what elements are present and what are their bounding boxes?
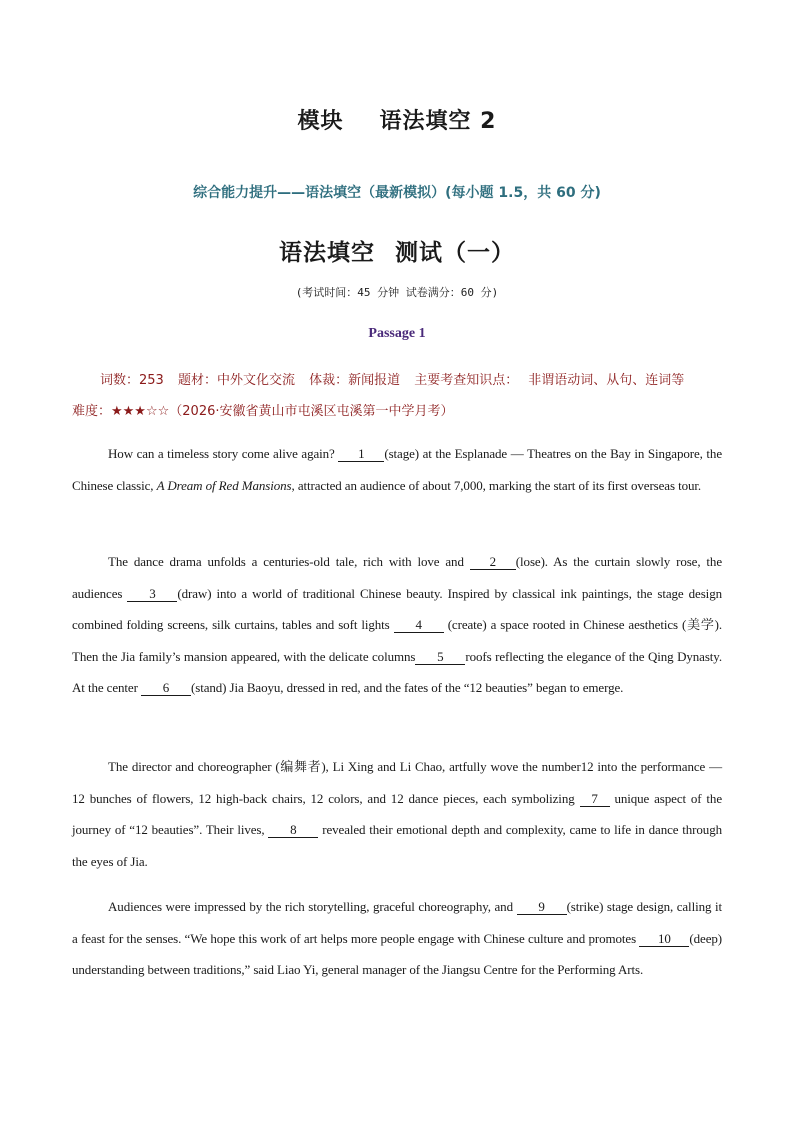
paragraph-4 [72, 891, 722, 986]
test-title [0, 234, 794, 267]
test-title-right: 测试（一） [395, 240, 515, 266]
blank-4: 4 [394, 617, 444, 633]
blank-7: 7 [580, 791, 610, 807]
section-subtitle: 综合能力提升——语法填空（最新模拟）(每小题 1.5，共 60 分) [193, 185, 601, 201]
text: (strike) stage design, calling it a feast for the senses. “We hope this work of art helps more people engage with Chinese culture and promotes [72, 899, 722, 946]
text: revealed their emotional depth and complexity, came to life in dance through the eyes of Jia. [72, 822, 723, 869]
blank-9: 9 [517, 899, 567, 915]
exam-info: (考试时间：45 分钟 试卷满分：60 分) [295, 286, 499, 299]
text: The director and choreographer (编舞者), Li Xing and Li Chao, artfully wove the number12 into the performance — 12 bunches of flowers, 12 high-back chairs, 12 colors, and 12 dance pieces, each symbolizing [72, 759, 722, 806]
difficulty: 难度：★★★☆☆（2026·安徽省黄山市屯溪区屯溪第一中学月考） [72, 404, 454, 419]
text: unique aspect of the journey of “12 beauties”. Their lives, [72, 790, 723, 838]
text: (lose). As the curtain slowly rose, the audiences [72, 554, 722, 601]
text: (stand) Jia Baoyu, dressed in red, and the fates of the “12 beauties” began to emerge. [191, 680, 624, 696]
text: How can a timeless story come alive again? [108, 446, 335, 461]
text: (draw) into a world of traditional Chinese beauty. Inspired by classical ink paintings, the stage design combined folding screens, silk curtains, tables and soft lights [72, 585, 722, 633]
paragraph-2 [72, 546, 722, 704]
text: roofs reflecting the elegance of the Qing Dynasty. At the center [72, 648, 722, 696]
topic: 题材：中外文化交流 [177, 373, 295, 388]
genre: 体裁：新闻报道 [309, 373, 401, 388]
blank-5: 5 [415, 649, 465, 665]
module-title-right: 语法填空 2 [379, 109, 497, 134]
module-title-left: 模块 [297, 109, 344, 134]
text: The dance drama unfolds a centuries-old tale, rich with love and [108, 554, 464, 569]
passage-meta [100, 369, 740, 388]
key-points-value: 非谓语动词、从句、连词等 [528, 373, 685, 388]
passage-title: Passage 1 [368, 326, 426, 341]
blank-3: 3 [127, 586, 177, 602]
word-count: 词数：253 [100, 373, 164, 388]
text: Audiences were impressed by the rich storytelling, graceful choreography, and [108, 899, 513, 914]
module-title [0, 104, 794, 135]
blank-2: 2 [470, 554, 516, 570]
paragraph-1 [72, 438, 722, 501]
text: (stage) at the Esplanade — Theatres on the Bay in Singapore, the Chinese classic, [72, 446, 722, 493]
test-title-left: 语法填空 [279, 240, 375, 266]
blank-6: 6 [141, 680, 191, 696]
blank-10: 10 [639, 931, 689, 947]
blank-8: 8 [268, 822, 318, 838]
key-points-label: 主要考查知识点： [414, 373, 519, 388]
text: , attracted an audience of about 7,000, marking the start of its first overseas tour. [291, 477, 702, 493]
book-title: A Dream of Red Mansions [156, 477, 292, 493]
text: (create) a space rooted in Chinese aesthetics (美学). Then the Jia family’s mansion appeared, with the delicate columns [72, 617, 722, 664]
paragraph-3 [72, 751, 722, 877]
blank-1: 1 [338, 446, 384, 462]
text: (deep) understanding between traditions,” said Liao Yi, general manager of the Jiangsu Centre for the Performing Arts. [72, 930, 722, 978]
